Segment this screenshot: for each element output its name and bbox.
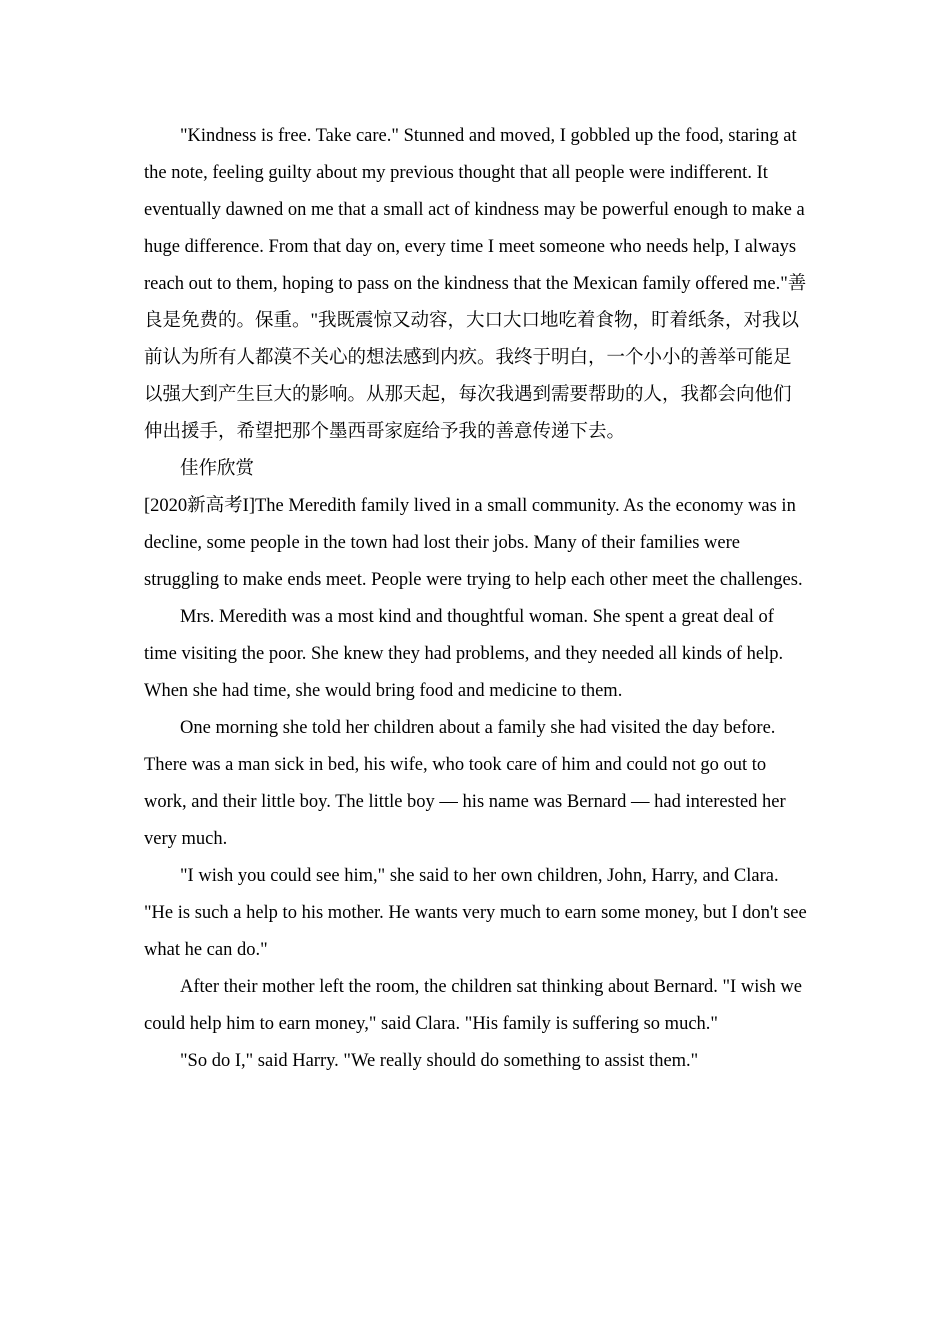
section-heading-excellent-work: 佳作欣赏	[180, 459, 255, 479]
paragraph-children-thinking: After their mother left the room, the children sat thinking about Bernard. "I wish we could help him to earn money," said Clara. "His family is suffering so much."	[144, 977, 802, 1034]
paragraph-meredith-family: [2020新高考I]The Meredith family lived in a small community. As the economy was in decline, some people in the town had lost their jobs. Many of their families were struggling to make ends meet. People were trying to help each other meet the challenges.	[144, 496, 803, 590]
paragraph-mrs-meredith: Mrs. Meredith was a most kind and thoughtful woman. She spent a great deal of time visiting the poor. She knew they had problems, and they needed all kinds of help. When she had time, she would bring food and medicine to them.	[144, 607, 784, 701]
paragraph-bernard-family: One morning she told her children about a family she had visited the day before. There was a man sick in bed, his wife, who took care of him and could not go out to work, and their little boy. The little boy — his name was Bernard — had interested her very much.	[144, 718, 786, 849]
document-page	[144, 118, 809, 1080]
paragraph-so-do-i: "So do I," said Harry. "We really should do something to assist them."	[180, 1051, 699, 1071]
paragraph-i-wish-you-could-see-him: "I wish you could see him," she said to her own children, John, Harry, and Clara. "He is such a help to his mother. He wants very much to earn some money, but I don't see what he can do."	[144, 866, 807, 960]
paragraph-kindness-note: "Kindness is free. Take care." Stunned and moved, I gobbled up the food, staring at the note, feeling guilty about my previous thought that all people were indifferent. It eventually dawned on me that a small act of kindness may be powerful enough to make a huge difference. From that day on, every time I meet someone who needs help, I always reach out to them, hoping to pass on the kindness that the Mexican family offered me."善良是免费的。保重。"我既震惊又动容，大口大口地吃着食物，盯着纸条，对我以前认为所有人都漠不关心的想法感到内疚。我终于明白，一个小小的善举可能足以强大到产生巨大的影响。从那天起，每次我遇到需要帮助的人，我都会向他们伸出援手，希望把那个墨西哥家庭给予我的善意传递下去。	[144, 126, 807, 442]
